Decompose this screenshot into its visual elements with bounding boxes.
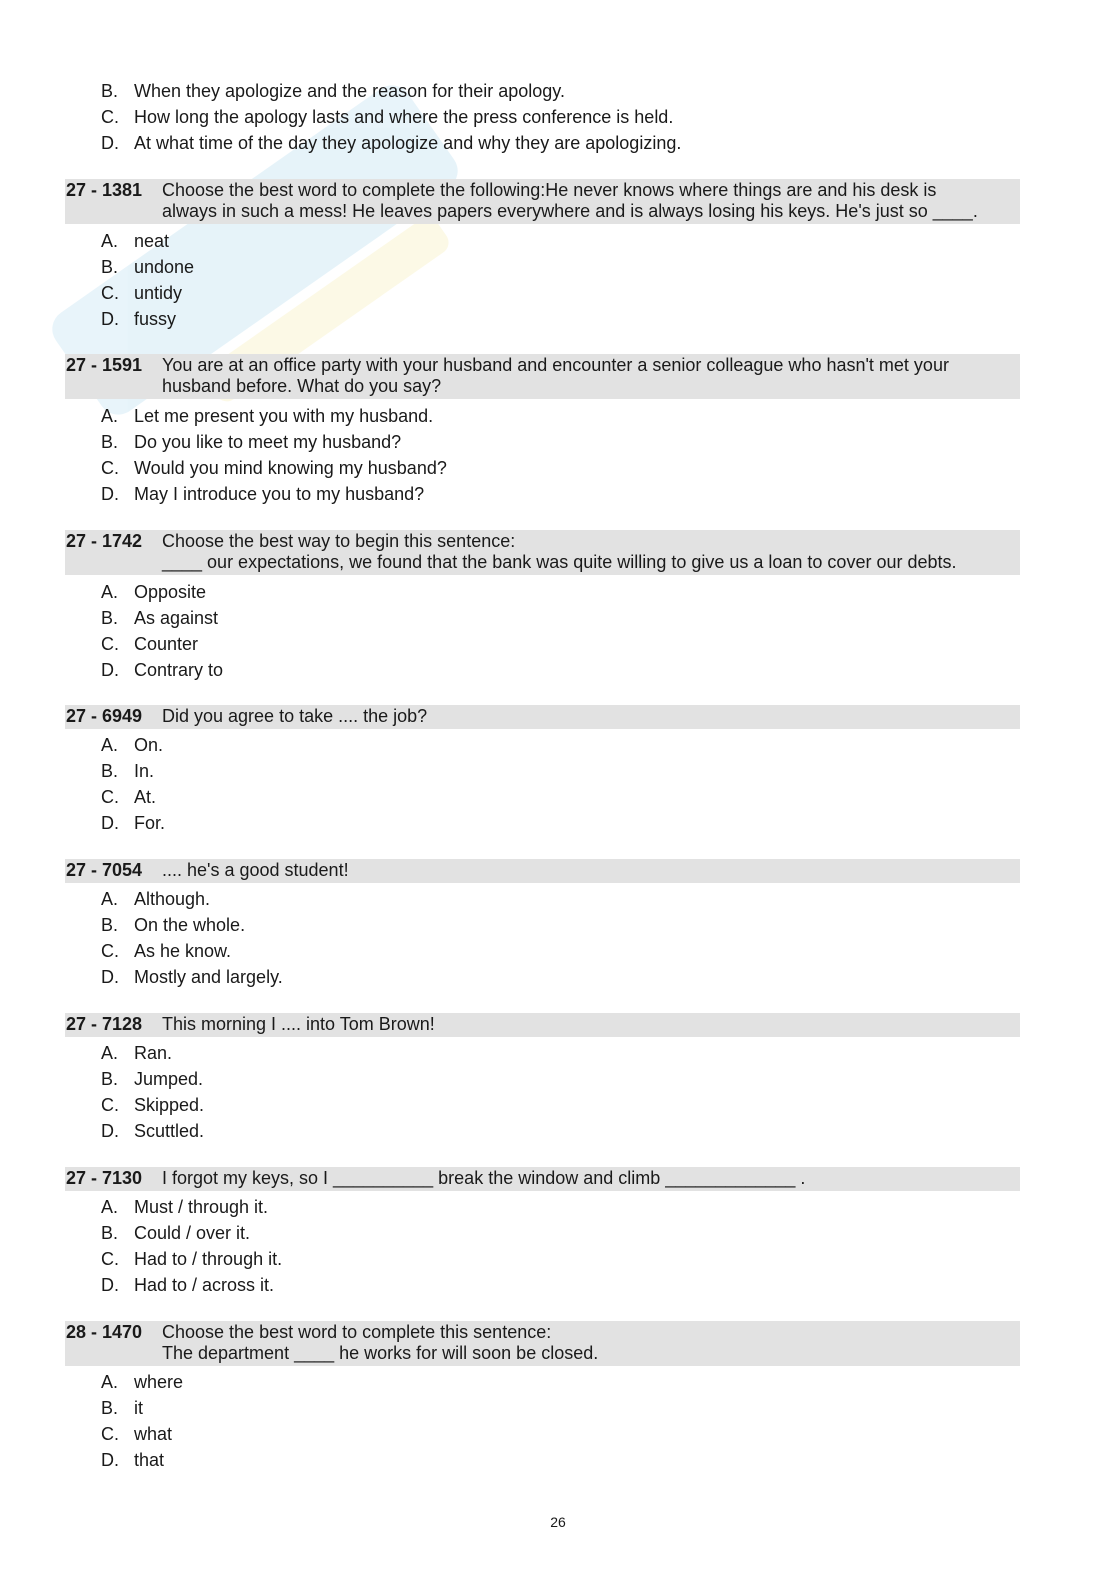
question-line: husband before. What do you say? — [162, 376, 442, 396]
option-text: In. — [134, 761, 155, 781]
question-header — [65, 530, 1020, 575]
question-id: 27 - 1591 — [66, 355, 143, 375]
question-text — [162, 1321, 1020, 1364]
question-line: Did you agree to take .... the job? — [162, 706, 428, 726]
question-line: This morning I .... into Tom Brown! — [162, 1014, 435, 1034]
option-text: Had to / across it. — [134, 1275, 275, 1295]
question-id: 27 - 7130 — [66, 1168, 143, 1188]
option-letter: A. — [101, 406, 119, 426]
option-text: undone — [134, 257, 195, 277]
option-text: On. — [134, 735, 164, 755]
question-header — [65, 1013, 1020, 1037]
option-text: At. — [134, 787, 157, 807]
option-letter: C. — [101, 1095, 119, 1115]
option-letter: B. — [101, 608, 119, 628]
option-text: Must / through it. — [134, 1197, 269, 1217]
option-letter: B. — [101, 1069, 119, 1089]
question-text — [162, 1167, 1020, 1189]
question-text — [162, 859, 1020, 881]
option-text: Had to / through it. — [134, 1249, 283, 1269]
option-letter: C. — [101, 1424, 119, 1444]
question-text — [162, 1013, 1020, 1035]
option-text: Although. — [134, 889, 211, 909]
option-letter: A. — [101, 1372, 119, 1392]
option-text: Let me present you with my husband. — [134, 406, 434, 426]
question-header — [65, 705, 1020, 729]
option-text: At what time of the day they apologize and why they are apologizing. — [134, 133, 682, 153]
question-line: Choose the best way to begin this sentence: — [162, 531, 516, 551]
option-letter: D. — [101, 1121, 119, 1141]
option-letter: A. — [101, 735, 119, 755]
option-letter: C. — [101, 107, 119, 127]
option-letter: D. — [101, 660, 119, 680]
question-header — [65, 1167, 1020, 1191]
option-letter: B. — [101, 432, 119, 452]
option-text: Would you mind knowing my husband? — [134, 458, 447, 478]
question-text — [162, 530, 1020, 573]
question-header — [65, 354, 1020, 399]
option-letter: B. — [101, 761, 119, 781]
option-letter: A. — [101, 231, 119, 251]
option-letter: D. — [101, 967, 119, 987]
option-text: Counter — [134, 634, 199, 654]
option-text: As he know. — [134, 941, 232, 961]
question-id: 27 - 7054 — [66, 860, 143, 880]
option-text: How long the apology lasts and where the press conference is held. — [134, 107, 674, 127]
question-id: 27 - 6949 — [66, 706, 143, 726]
option-letter: D. — [101, 1450, 119, 1470]
option-letter: D. — [101, 484, 119, 504]
option-letter: B. — [101, 1223, 119, 1243]
option-text: Contrary to — [134, 660, 224, 680]
option-letter: A. — [101, 1043, 119, 1063]
option-text: Opposite — [134, 582, 207, 602]
option-text: what — [134, 1424, 173, 1444]
option-text: fussy — [134, 309, 177, 329]
option-text: Could / over it. — [134, 1223, 251, 1243]
option-letter: B. — [101, 81, 119, 101]
option-text: neat — [134, 231, 170, 251]
option-letter: D. — [101, 309, 119, 329]
option-letter: A. — [101, 582, 119, 602]
option-text: Jumped. — [134, 1069, 204, 1089]
option-text: it — [134, 1398, 143, 1418]
option-letter: D. — [101, 813, 119, 833]
question-id: 28 - 1470 — [66, 1322, 143, 1342]
option-text: that — [134, 1450, 165, 1470]
option-text: Mostly and largely. — [134, 967, 283, 987]
question-header — [65, 1321, 1020, 1366]
option-text: Skipped. — [134, 1095, 205, 1115]
option-text: Ran. — [134, 1043, 173, 1063]
option-letter: A. — [101, 889, 119, 909]
page-number: 26 — [550, 1514, 566, 1530]
option-text: May I introduce you to my husband? — [134, 484, 425, 504]
question-line: always in such a mess! He leaves papers everywhere and is always losing his keys. He's just so ____. — [162, 201, 978, 221]
option-text: Scuttled. — [134, 1121, 205, 1141]
option-letter: C. — [101, 283, 119, 303]
option-text: As against — [134, 608, 219, 628]
question-line: I forgot my keys, so I __________ break the window and climb _____________ . — [162, 1168, 806, 1188]
option-letter: B. — [101, 257, 119, 277]
option-letter: C. — [101, 941, 119, 961]
option-text: untidy — [134, 283, 183, 303]
option-letter: B. — [101, 915, 119, 935]
option-letter: C. — [101, 787, 119, 807]
option-letter: C. — [101, 1249, 119, 1269]
question-id: 27 - 7128 — [66, 1014, 143, 1034]
option-letter: B. — [101, 1398, 119, 1418]
option-text: For. — [134, 813, 166, 833]
option-text: On the whole. — [134, 915, 246, 935]
question-id: 27 - 1742 — [66, 531, 143, 551]
option-text: When they apologize and the reason for their apology. — [134, 81, 565, 101]
option-letter: C. — [101, 458, 119, 478]
option-letter: D. — [101, 1275, 119, 1295]
question-id: 27 - 1381 — [66, 180, 143, 200]
option-letter: D. — [101, 133, 119, 153]
option-text: Do you like to meet my husband? — [134, 432, 402, 452]
option-letter: C. — [101, 634, 119, 654]
question-line: You are at an office party with your husband and encounter a senior colleague who hasn't met your — [162, 355, 949, 375]
question-line: .... he's a good student! — [162, 860, 349, 880]
option-text: where — [134, 1372, 184, 1392]
question-line: Choose the best word to complete the following:He never knows where things are and his desk is — [162, 180, 937, 200]
question-line: The department ____ he works for will soon be closed. — [162, 1343, 599, 1363]
question-text — [162, 705, 1020, 727]
question-header — [65, 859, 1020, 883]
question-line: ____ our expectations, we found that the bank was quite willing to give us a loan to cover our debts. — [162, 552, 957, 572]
option-letter: A. — [101, 1197, 119, 1217]
question-text — [162, 354, 1020, 397]
question-header — [65, 179, 1020, 224]
question-text — [162, 179, 1020, 222]
question-line: Choose the best word to complete this sentence: — [162, 1322, 552, 1342]
